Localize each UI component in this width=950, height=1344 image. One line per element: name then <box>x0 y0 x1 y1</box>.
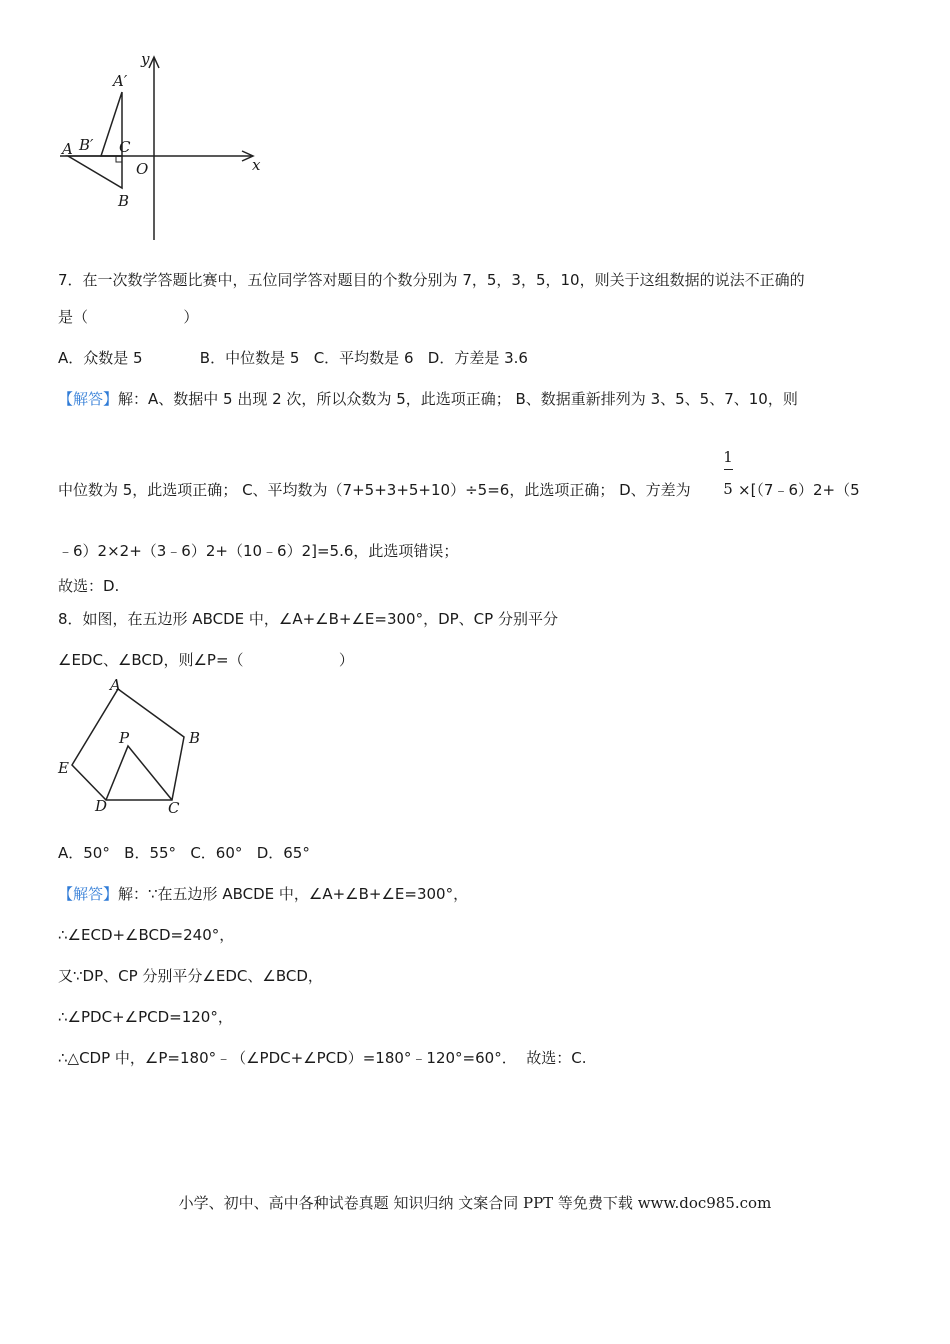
label-o: O <box>136 160 149 178</box>
label-x: x <box>252 156 261 174</box>
footer-text: 小学、初中、高中各种试卷真题 知识归纳 文案合同 PPT 等免费下载 www.doc985.com <box>178 1194 772 1212</box>
label-y: y <box>141 50 150 68</box>
label-c: C <box>119 138 131 156</box>
label-p: P <box>119 729 130 747</box>
bisector-lines <box>106 746 172 800</box>
fraction-numerator: 1 <box>723 448 733 466</box>
q8-answer-text1: 解：∵在五边形 ABCDE 中，∠A+∠B+∠E=300°， <box>118 885 469 903</box>
label-d: D <box>95 797 108 815</box>
q8-stem-line2: ∠EDC、∠BCD，则∠P=（ ） <box>58 651 354 669</box>
coordinate-figure <box>52 50 272 250</box>
label-b-prime: B′ <box>79 136 94 154</box>
label-c: C <box>168 799 180 817</box>
q8-answer-line2: ∴∠ECD+∠BCD=240°， <box>58 926 235 944</box>
q7-answer-line2: 中位数为 5，此选项正确； C、平均数为（7+5+3+5+10）÷5=6，此选项正确； D、方差为 <box>58 481 691 499</box>
label-e: E <box>58 759 69 777</box>
label-b: B <box>118 192 130 210</box>
right-angle-mark <box>116 156 122 162</box>
q7-answer-line3: ﹣6）2×2+（3﹣6）2+（10﹣6）2]=5.6，此选项错误； <box>58 542 459 560</box>
q8-answer-line3: 又∵DP、CP 分别平分∠EDC、∠BCD， <box>58 967 323 985</box>
q7-answer-line2-tail: ×[（7﹣6）2+（5 <box>738 481 860 499</box>
q7-options: A．众数是 5 B．中位数是 5 C．平均数是 6 D．方差是 3.6 <box>58 349 528 367</box>
answer-tag: 【解答】 <box>58 390 119 408</box>
q8-options: A．50° B．55° C．60° D．65° <box>58 844 310 862</box>
label-a-prime: A′ <box>113 72 128 90</box>
answer-tag: 【解答】 <box>58 885 119 903</box>
label-a: A <box>110 676 121 694</box>
triangle-abc <box>68 156 122 188</box>
q7-answer-line1 <box>58 389 798 409</box>
q8-answer-line4: ∴∠PDC+∠PCD=120°， <box>58 1008 233 1026</box>
q7-answer-line4: 故选：D. <box>58 577 120 595</box>
q8-answer-line1 <box>58 884 468 904</box>
q7-stem-line2: 是（ ） <box>58 308 199 326</box>
q7-answer-text1: 解：A、数据中 5 出现 2 次，所以众数为 5，此选项正确； B、数据重新排列为 3、5、5、7、10，则 <box>118 390 798 408</box>
q8-stem-line1: 8．如图，在五边形 ABCDE 中，∠A+∠B+∠E=300°，DP、CP 分别平分 <box>58 610 558 628</box>
pentagon-figure <box>52 675 222 825</box>
q7-stem-line1: 7．在一次数学答题比赛中，五位同学答对题目的个数分别为 7，5，3，5，10，则关于这组数据的说法不正确的 <box>58 271 805 289</box>
label-b: B <box>189 729 201 747</box>
fraction-bar <box>724 469 733 470</box>
fraction-denominator: 5 <box>723 480 733 498</box>
q8-answer-line5: ∴△CDP 中，∠P=180°﹣（∠PDC+∠PCD）=180°﹣120°=60°． 故选：C. <box>58 1049 587 1067</box>
label-a: A <box>62 140 73 158</box>
